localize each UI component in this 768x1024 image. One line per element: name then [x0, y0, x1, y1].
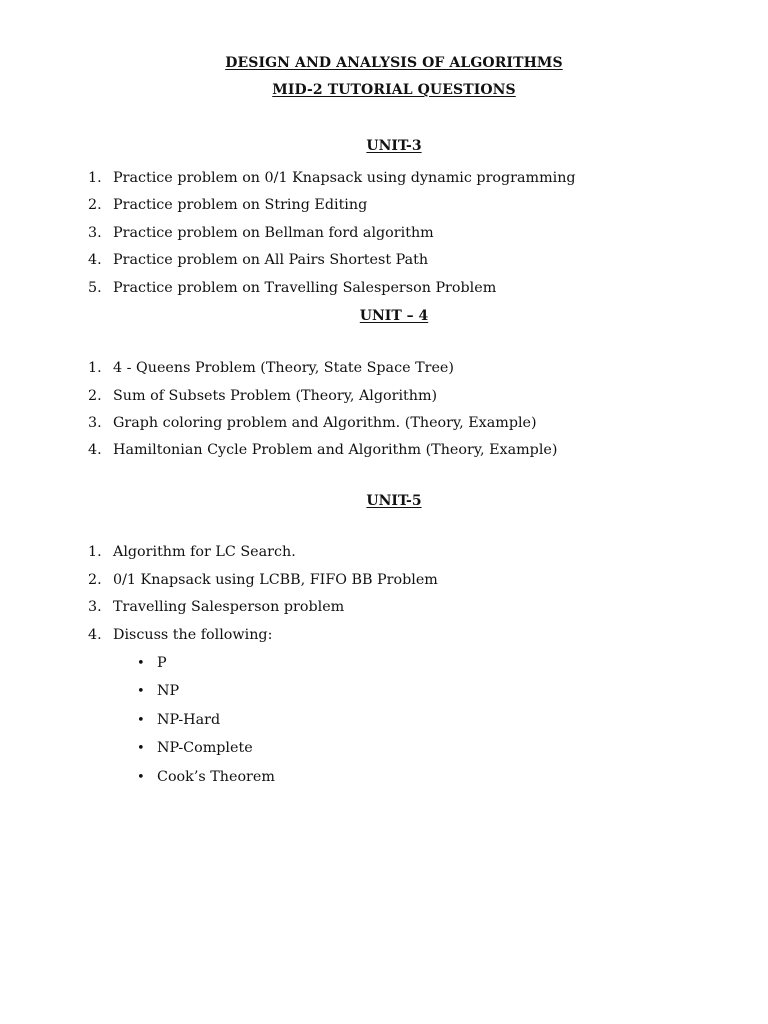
list-item-text: Practice problem on All Pairs Shortest Path	[113, 252, 429, 268]
list-item-number: 1.	[88, 170, 102, 186]
bullet-icon: •	[137, 741, 145, 756]
list-item-text: Graph coloring problem and Algorithm. (Theory, Example)	[113, 415, 537, 431]
bullet-item-text: NP	[157, 683, 180, 699]
list-item	[88, 250, 428, 270]
bullet-icon: •	[137, 770, 145, 785]
list-item-number: 1.	[88, 544, 102, 560]
list-item-text: Practice problem on Bellman ford algorithm	[113, 225, 434, 241]
list-item-number: 2.	[88, 572, 102, 588]
list-item	[88, 358, 454, 378]
list-item	[88, 570, 438, 590]
list-item-text: Hamiltonian Cycle Problem and Algorithm (Theory, Example)	[113, 442, 558, 458]
list-item	[88, 440, 557, 460]
list-item	[88, 625, 272, 645]
list-item-number: 3.	[88, 415, 102, 431]
list-item	[88, 542, 296, 562]
unit-4-heading: UNIT – 4	[359, 308, 429, 324]
document-title: DESIGN AND ANALYSIS OF ALGORITHMS	[225, 55, 563, 71]
bullet-item-text: P	[157, 655, 167, 671]
list-item	[88, 413, 537, 433]
bullet-item-text: NP-Complete	[157, 740, 253, 756]
bullet-item	[137, 653, 167, 673]
bullet-icon: •	[137, 713, 145, 728]
document-subtitle: MID-2 TUTORIAL QUESTIONS	[272, 82, 516, 98]
list-item-text: Discuss the following:	[113, 627, 273, 643]
unit-5-heading: UNIT-5	[366, 493, 422, 509]
bullet-icon: •	[137, 684, 145, 699]
list-item-text: 0/1 Knapsack using LCBB, FIFO BB Problem	[113, 572, 438, 588]
bullet-item	[137, 710, 220, 730]
list-item	[88, 597, 344, 617]
list-item-number: 1.	[88, 360, 102, 376]
list-item-number: 4.	[88, 252, 102, 268]
bullet-item	[137, 767, 275, 787]
list-item-number: 4.	[88, 442, 102, 458]
bullet-item-text: NP-Hard	[157, 712, 221, 728]
list-item	[88, 386, 437, 406]
list-item-text: Practice problem on Travelling Salesperson Problem	[113, 280, 497, 296]
list-item	[88, 195, 367, 215]
list-item-number: 3.	[88, 225, 102, 241]
list-item	[88, 168, 576, 188]
bullet-item	[137, 681, 179, 701]
list-item-number: 2.	[88, 197, 102, 213]
list-item-number: 5.	[88, 280, 102, 296]
list-item-text: 4 - Queens Problem (Theory, State Space Tree)	[113, 360, 454, 376]
list-item	[88, 223, 434, 243]
list-item-text: Algorithm for LC Search.	[113, 544, 296, 560]
bullet-item-text: Cook’s Theorem	[157, 769, 275, 785]
list-item	[88, 278, 496, 298]
bullet-item	[137, 738, 253, 758]
list-item-number: 3.	[88, 599, 102, 615]
list-item-text: Practice problem on String Editing	[113, 197, 368, 213]
unit-3-heading: UNIT-3	[366, 138, 422, 154]
list-item-text: Travelling Salesperson problem	[113, 599, 345, 615]
list-item-text: Practice problem on 0/1 Knapsack using dynamic programming	[113, 170, 576, 186]
list-item-number: 2.	[88, 388, 102, 404]
list-item-number: 4.	[88, 627, 102, 643]
list-item-text: Sum of Subsets Problem (Theory, Algorithm)	[113, 388, 438, 404]
bullet-icon: •	[137, 656, 145, 671]
